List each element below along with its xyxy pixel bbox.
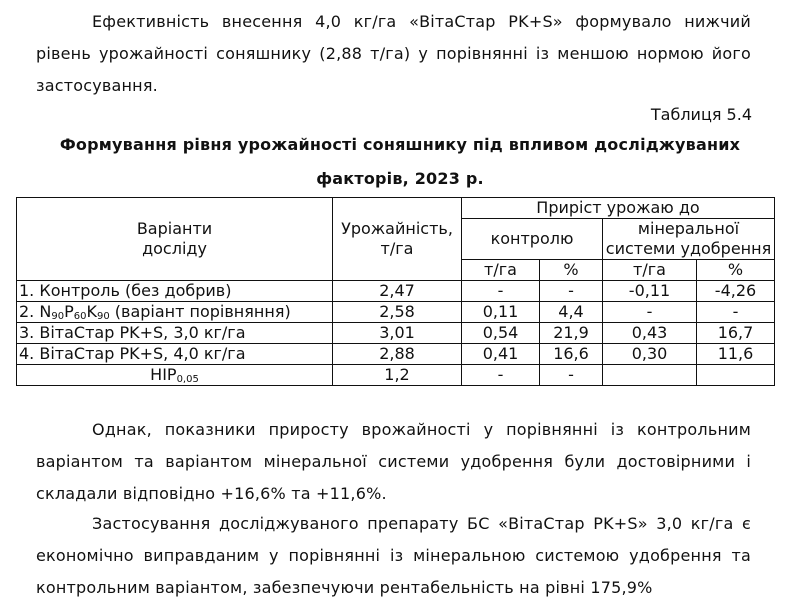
header-unit-pct-control: % [540, 260, 603, 281]
table-title: Формування рівня урожайності соняшнику під впливом досліджуваних факторів, 2023 р. [59, 135, 741, 188]
header-yield: Урожайність, т/га [333, 198, 462, 281]
row-control-tha: 0,54 [462, 323, 540, 344]
row-control-tha: - [462, 365, 540, 386]
row-control-pct: 21,9 [540, 323, 603, 344]
row-control-pct: 4,4 [540, 302, 603, 323]
row-mineral-tha: - [603, 302, 697, 323]
row-control-tha: - [462, 281, 540, 302]
row-yield: 2,88 [333, 344, 462, 365]
row-yield: 3,01 [333, 323, 462, 344]
header-unit-tha-mineral: т/га [603, 260, 697, 281]
row-variant: 1. Контроль (без добрив) [17, 281, 333, 302]
row-mineral-pct [697, 365, 775, 386]
row-control-pct: - [540, 281, 603, 302]
row-mineral-tha: 0,43 [603, 323, 697, 344]
row-control-pct: 16,6 [540, 344, 603, 365]
header-unit-pct-mineral: % [697, 260, 775, 281]
row-mineral-tha [603, 365, 697, 386]
header-unit-tha-control: т/га [462, 260, 540, 281]
header-mineral: мінеральної системи удобрення [603, 219, 775, 260]
table-row [17, 323, 775, 344]
row-control-tha: 0,11 [462, 302, 540, 323]
paragraph-results: Однак, показники приросту врожайності у порівнянні із контрольним варіантом та варіантом мінеральної системи удобрення були достовірними і складали відповідно +16,6% та +11,6%. [36, 420, 751, 503]
header-control: контролю [462, 219, 603, 260]
row-mineral-pct: -4,26 [697, 281, 775, 302]
row-mineral-tha: -0,11 [603, 281, 697, 302]
header-increase: Приріст урожаю до [462, 198, 775, 219]
row-yield: 2,47 [333, 281, 462, 302]
row-variant: 4. ВітаСтар PK+S, 4,0 кг/га [17, 344, 333, 365]
table-row [17, 302, 775, 323]
table-number: Таблиця 5.4 [650, 105, 752, 124]
row-mineral-pct: 11,6 [697, 344, 775, 365]
table-row [17, 344, 775, 365]
row-control-tha: 0,41 [462, 344, 540, 365]
row-yield: 2,58 [333, 302, 462, 323]
row-variant: $НІР_{0,05}$ [17, 365, 333, 386]
table-row [17, 281, 775, 302]
row-variant: 3. ВітаСтар PK+S, 3,0 кг/га [17, 323, 333, 344]
paragraph-economics: Застосування досліджуваного препарату БС «ВітаСтар PK+S» 3,0 кг/га є економічно виправданим у порівнянні із мінеральною системою удобрення та контрольним варіантом, забезпечуючи рентабельність на рівні 175,9% [36, 514, 751, 597]
row-variant: 2. $N_{90}P_{60}K_{90}$ (варіант порівняння) [17, 302, 333, 323]
header-variants: Варіанти досліду [17, 198, 333, 281]
intro-paragraph: Ефективність внесення 4,0 кг/га «ВітаСтар PK+S» формувало нижчий рівень урожайності соняшнику (2,88 т/га) у порівнянні із меншою нормою його застосування. [36, 12, 751, 95]
row-mineral-tha: 0,30 [603, 344, 697, 365]
row-mineral-pct: - [697, 302, 775, 323]
row-control-pct: - [540, 365, 603, 386]
yield-table [16, 197, 775, 386]
table-row [17, 365, 775, 386]
row-yield: 1,2 [333, 365, 462, 386]
row-mineral-pct: 16,7 [697, 323, 775, 344]
